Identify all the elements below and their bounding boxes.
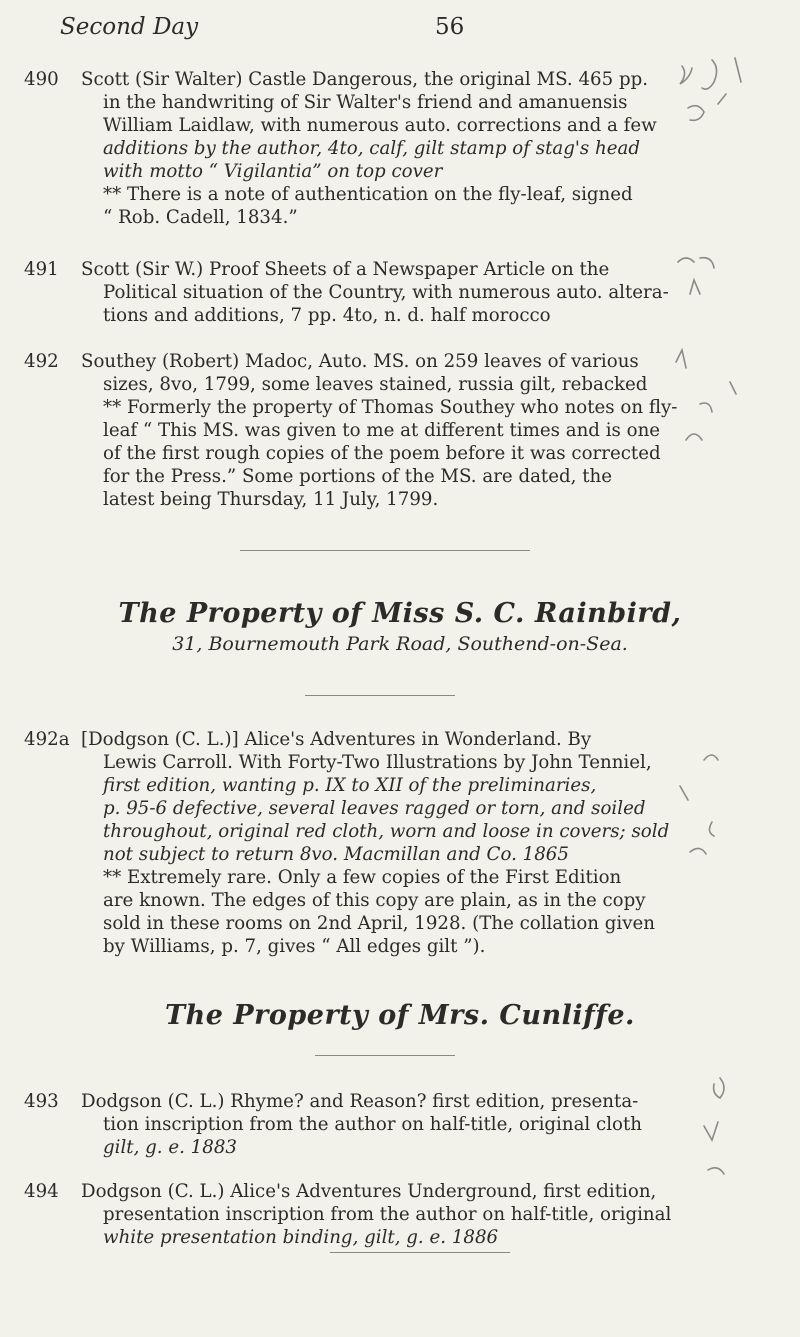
lot-number: 490 — [24, 69, 59, 90]
lot-line: tion inscription from the author on half-title, original cloth — [103, 1114, 642, 1135]
lot-line: Lewis Carroll. With Forty-Two Illustrations by John Tenniel, — [103, 752, 652, 773]
lot-note: latest being Thursday, 11 July, 1799. — [103, 489, 439, 510]
section-rule — [330, 1252, 510, 1253]
lot-line: presentation inscription from the author on half-title, original — [103, 1204, 672, 1225]
lot-line: [Dodgson (C. L.)] Alice's Adventures in Wonderland. By — [81, 729, 592, 750]
lot-line: William Laidlaw, with numerous auto. corrections and a few — [103, 115, 657, 136]
lot-note: are known. The edges of this copy are plain, as in the copy — [103, 890, 646, 911]
page-number: 56 — [435, 14, 465, 40]
property-heading-rainbird — [0, 598, 800, 655]
lot-description — [81, 1180, 761, 1249]
lot-line: Political situation of the Country, with numerous auto. altera- — [103, 282, 669, 303]
lot-line: gilt, g. e. 1883 — [103, 1137, 237, 1158]
lot-number: 494 — [24, 1181, 59, 1202]
lot-line: Scott (Sir Walter) Castle Dangerous, the original MS. 465 pp. — [81, 69, 649, 90]
lot-note: by Williams, p. 7, gives “ All edges gilt ”). — [103, 936, 486, 957]
property-address: 31, Bournemouth Park Road, Southend-on-Sea. — [172, 633, 628, 655]
lot-line: in the handwriting of Sir Walter's friend and amanuensis — [103, 92, 628, 113]
lot-note: sold in these rooms on 2nd April, 1928. (The collation given — [103, 913, 656, 934]
lot-line: white presentation binding, gilt, g. e. 1886 — [103, 1227, 499, 1248]
section-rule — [315, 1055, 455, 1056]
lot-note: of the first rough copies of the poem before it was corrected — [103, 443, 661, 464]
section-rule — [305, 695, 455, 696]
lot-line: Scott (Sir W.) Proof Sheets of a Newspaper Article on the — [81, 259, 610, 280]
lot-note: for the Press.” Some portions of the MS. are dated, the — [103, 466, 612, 487]
lot-note: leaf “ This MS. was given to me at different times and is one — [103, 420, 661, 441]
section-rule — [240, 550, 530, 551]
lot-description — [81, 728, 761, 958]
lot-line: first edition, wanting p. IX to XII of the preliminaries, — [103, 775, 597, 796]
lot-line: Dodgson (C. L.) Alice's Adventures Underground, first edition, — [81, 1181, 657, 1202]
lot-note: ** There is a note of authentication on the fly-leaf, signed — [103, 184, 633, 205]
lot-description — [81, 350, 761, 511]
lot-description — [81, 1090, 761, 1159]
lot-line: with motto “ Vigilantia” on top cover — [103, 161, 443, 182]
lot-line: Southey (Robert) Madoc, Auto. MS. on 259 leaves of various — [81, 351, 639, 372]
lot-description — [81, 68, 761, 229]
lot-number: 492a — [24, 729, 70, 750]
lot-line: throughout, original red cloth, worn and loose in covers; sold — [103, 821, 670, 842]
lot-line: tions and additions, 7 pp. 4to, n. d. half morocco — [103, 305, 551, 326]
page-header — [60, 14, 740, 44]
lot-number: 492 — [24, 351, 59, 372]
lot-line: additions by the author, 4to, calf, gilt stamp of stag's head — [103, 138, 640, 159]
property-heading-cunliffe — [0, 1000, 800, 1031]
lot-number: 493 — [24, 1091, 59, 1112]
lot-line: Dodgson (C. L.) Rhyme? and Reason? first edition, presenta- — [81, 1091, 639, 1112]
property-owner: The Property of Miss S. C. Rainbird, — [118, 598, 682, 629]
lot-number: 491 — [24, 259, 59, 280]
lot-line: p. 95-6 defective, several leaves ragged or torn, and soiled — [103, 798, 646, 819]
lot-line: not subject to return 8vo. Macmillan and Co. 1865 — [103, 844, 569, 865]
lot-description — [81, 258, 761, 327]
lot-note: ** Extremely rare. Only a few copies of the First Edition — [103, 867, 622, 888]
lot-note: ** Formerly the property of Thomas Southey who notes on fly- — [103, 397, 678, 418]
lot-line: sizes, 8vo, 1799, some leaves stained, russia gilt, rebacked — [103, 374, 648, 395]
page-section-title: Second Day — [60, 14, 199, 40]
property-owner: The Property of Mrs. Cunliffe. — [165, 1000, 635, 1031]
lot-note: “ Rob. Cadell, 1834.” — [103, 207, 298, 228]
